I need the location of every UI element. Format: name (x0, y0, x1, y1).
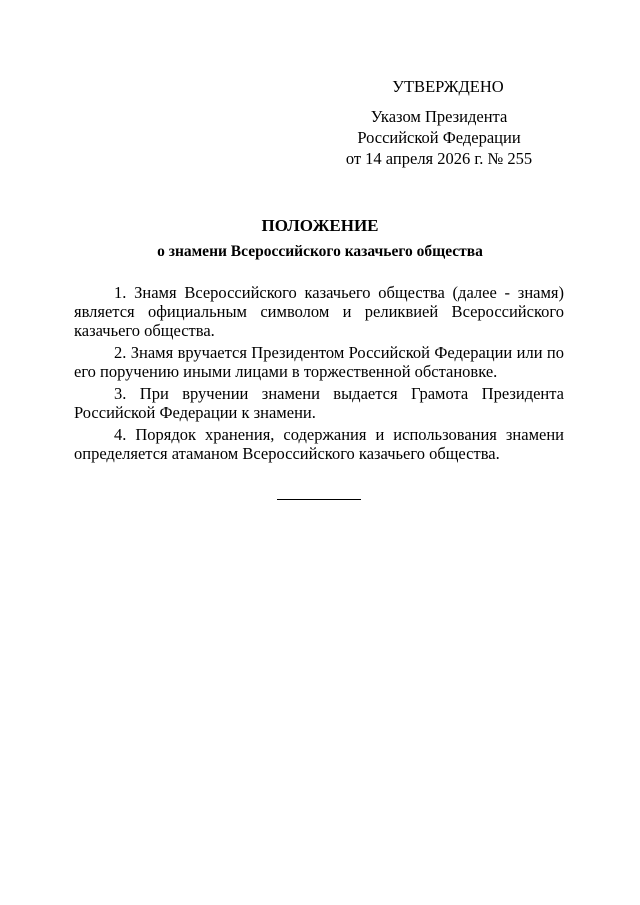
approval-date-number-line: от 14 апреля 2026 г. № 255 (345, 149, 533, 168)
document-heading (72, 215, 568, 263)
approval-block (324, 76, 554, 169)
paragraph-3: 3. При вручении знамени выдается Грамота Президента Российской Федерации к знамени. (74, 384, 564, 422)
document-body (74, 283, 564, 466)
approval-stamp: УТВЕРЖДЕНО (392, 77, 504, 96)
approval-decree-line: Указом Президента (370, 107, 508, 126)
paragraph-2: 2. Знамя вручается Президентом Российской Федерации или по его поручению иными лицами в торжественной обстановке. (74, 343, 564, 381)
paragraph-4: 4. Порядок хранения, содержания и использования знамени определяется атаманом Всероссийского казачьего общества. (74, 425, 564, 463)
document-title: ПОЛОЖЕНИЕ (261, 216, 379, 235)
document-subtitle: о знамени Всероссийского казачьего общества (157, 243, 483, 260)
paragraph-1: 1. Знамя Всероссийского казачьего общества (далее - знамя) является официальным символом и реликвией Всероссийского казачьего общества. (74, 283, 564, 340)
approval-country-line: Российской Федерации (357, 128, 521, 147)
end-divider (277, 499, 361, 500)
